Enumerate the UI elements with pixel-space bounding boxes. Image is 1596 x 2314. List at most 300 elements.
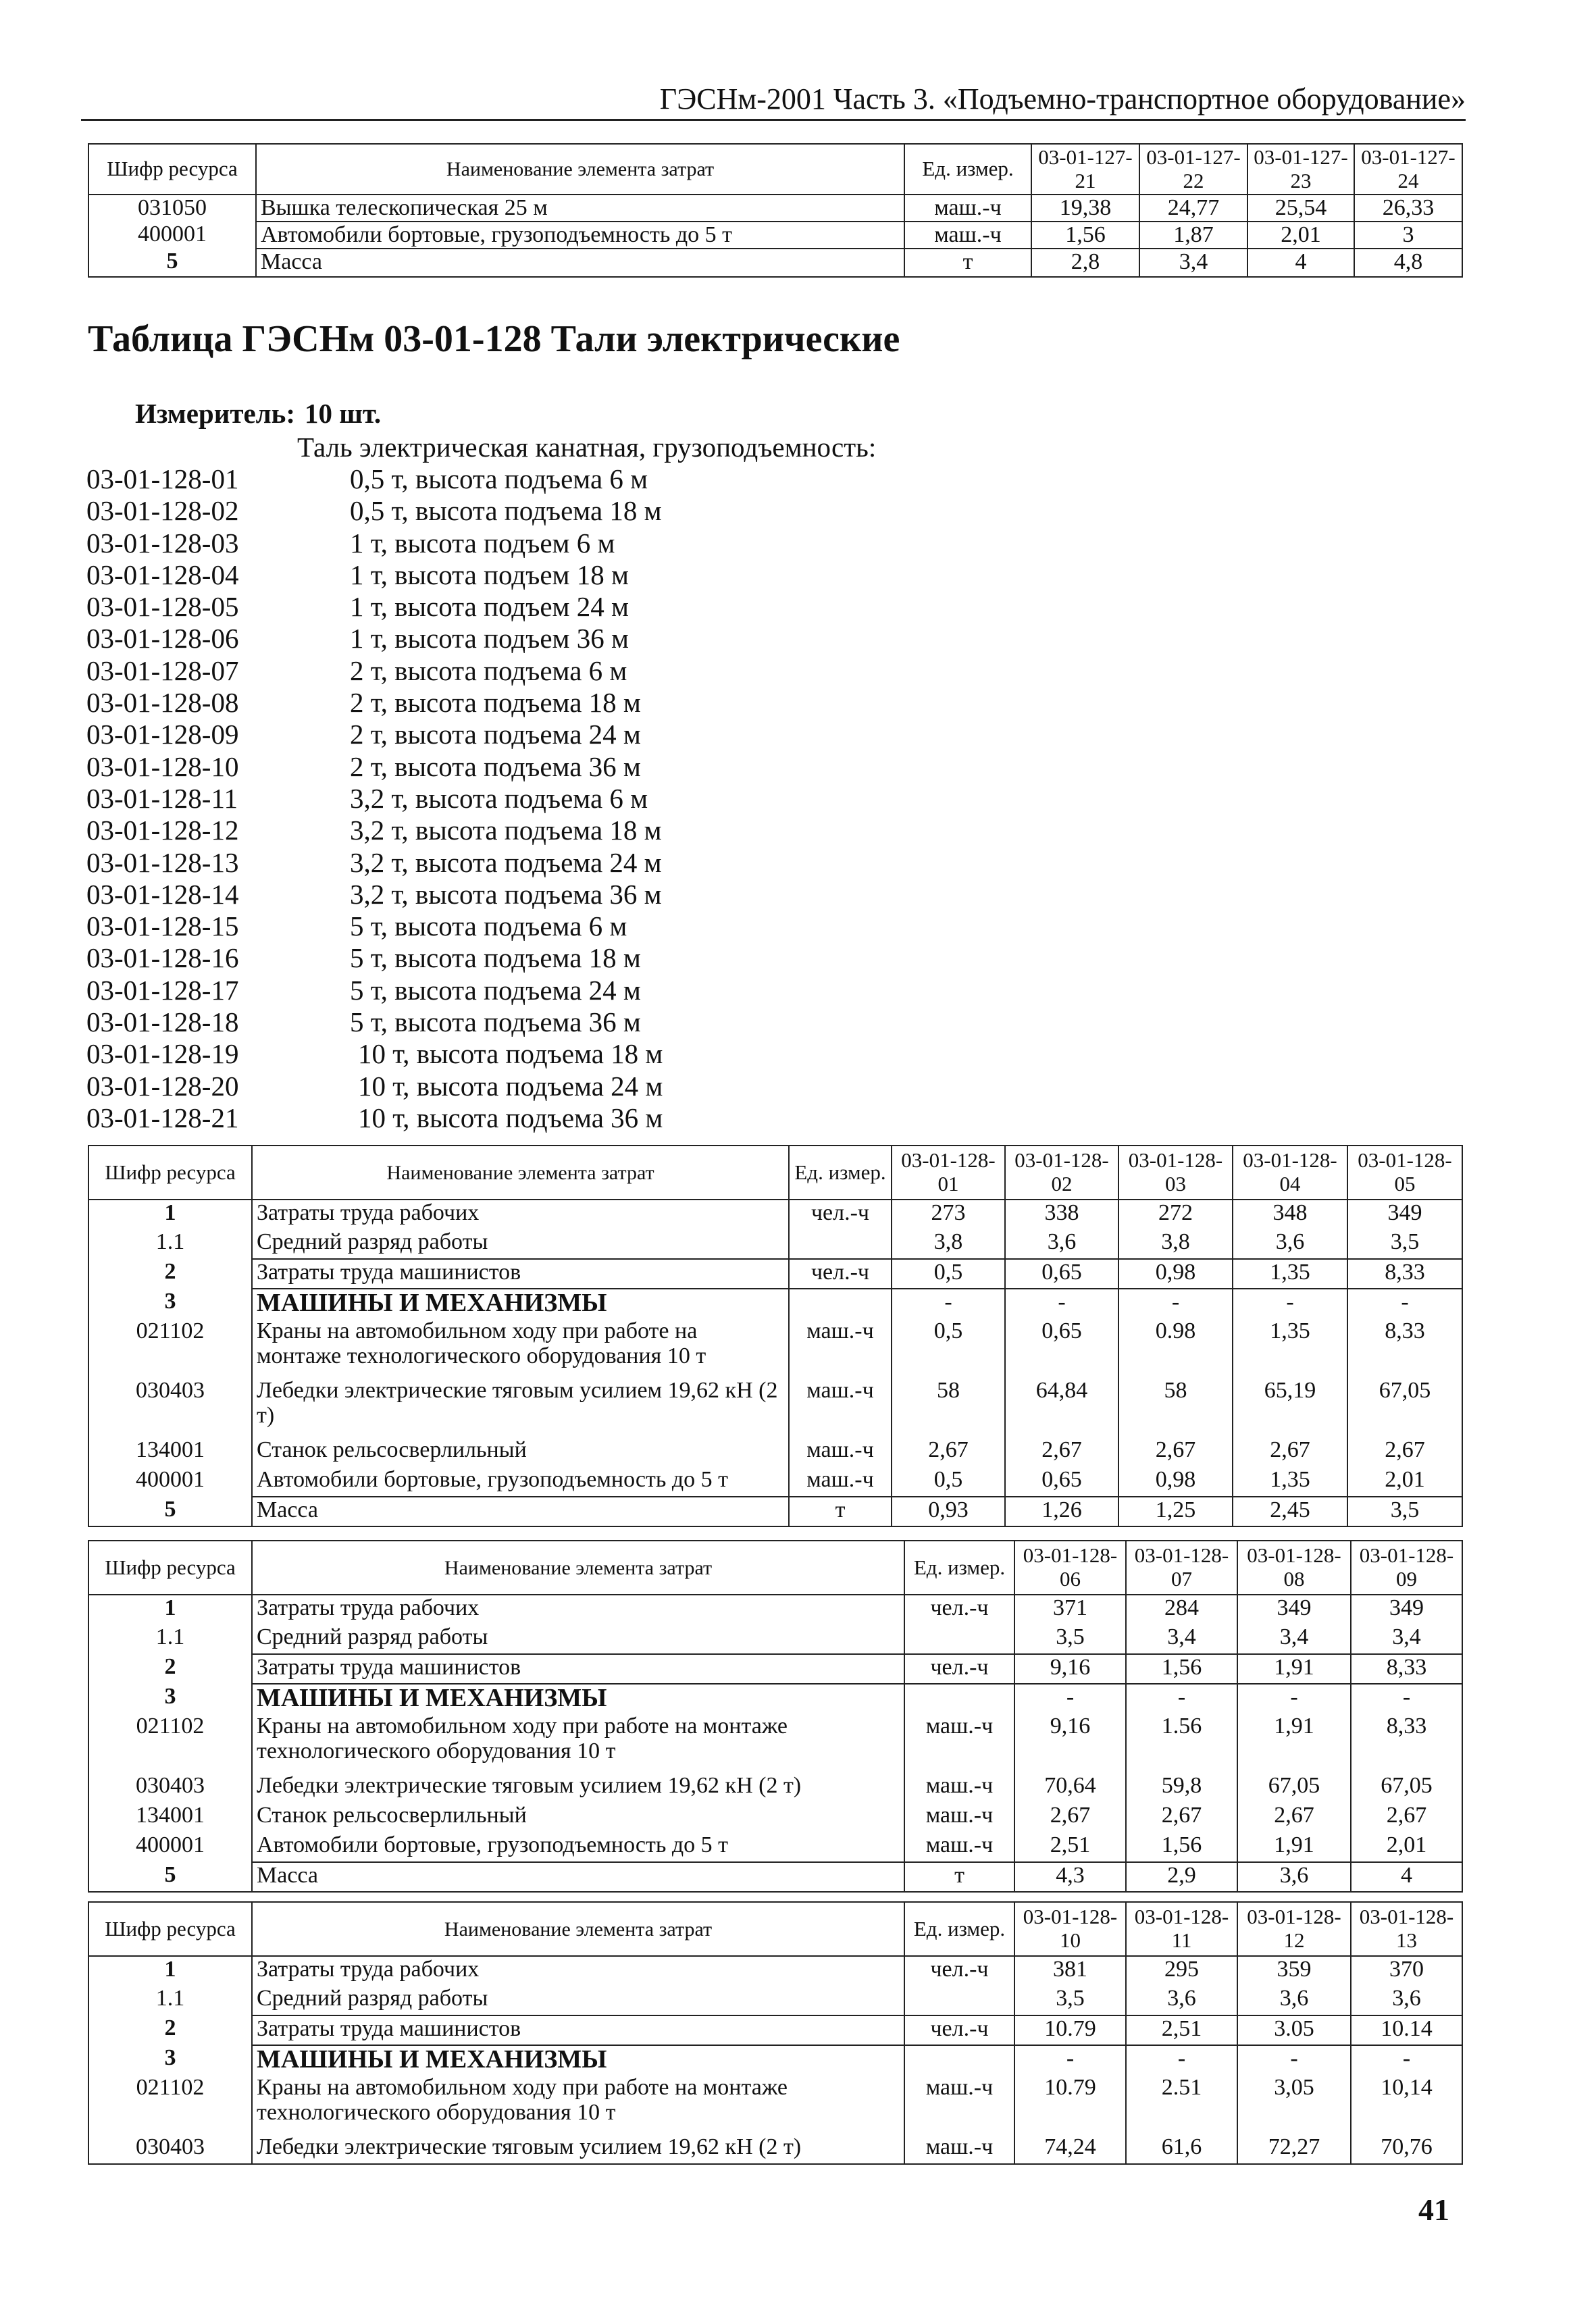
row-value: 10.79 (1014, 2075, 1126, 2134)
row-value: 9,16 (1014, 1714, 1126, 1773)
row-cipher: 1 (88, 1595, 252, 1624)
row-value: 9,16 (1014, 1654, 1126, 1684)
col-header-cipher: Шифр ресурса (88, 1541, 252, 1595)
row-unit: маш.-ч (904, 1803, 1014, 1832)
row-value: 4,8 (1354, 249, 1462, 277)
item-desc: 3,2 т, высота подъема 24 м (350, 846, 662, 878)
row-value: 70,76 (1351, 2134, 1462, 2164)
row-name: Масса (256, 249, 904, 277)
list-item (86, 815, 829, 846)
item-code: 03-01-128-06 (86, 623, 239, 654)
row-unit: маш.-ч (904, 1714, 1014, 1773)
list-item (86, 1006, 829, 1038)
row-value: - (892, 1289, 1005, 1318)
section-title: Таблица ГЭСНм 03-01-128 Тали электрические (88, 318, 900, 360)
row-unit: маш.-ч (789, 1378, 892, 1437)
list-item (86, 1038, 829, 1070)
table-row (88, 1200, 1462, 1229)
col-header-code: 03-01-128-11 (1126, 1902, 1237, 1956)
item-desc: 1 т, высота подъем 36 м (350, 623, 629, 654)
row-value: - (1347, 1289, 1462, 1318)
row-unit: чел.-ч (904, 1956, 1014, 1986)
row-value: 2,67 (1237, 1803, 1351, 1832)
item-code: 03-01-128-16 (86, 942, 239, 974)
list-item (86, 719, 829, 750)
row-cipher: 2 (88, 1654, 252, 1684)
table-row (88, 1714, 1462, 1773)
row-value: 2,67 (1118, 1437, 1233, 1467)
row-value: - (1233, 1289, 1347, 1318)
col-header-cipher: Шифр ресурса (88, 1146, 252, 1200)
row-value: - (1014, 2045, 1126, 2075)
row-unit: т (904, 1862, 1014, 1892)
col-header-code: 03-01-127-21 (1031, 144, 1139, 195)
table-row (88, 1437, 1462, 1467)
item-code: 03-01-128-02 (86, 495, 239, 527)
row-value: 58 (892, 1378, 1005, 1437)
table-row (88, 1986, 1462, 2015)
row-value: 348 (1233, 1200, 1347, 1229)
row-cipher: 5 (88, 1497, 252, 1526)
row-cipher: 021102 (88, 1714, 252, 1773)
row-unit: чел.-ч (904, 1595, 1014, 1624)
item-list (86, 463, 829, 1134)
table-row (88, 1497, 1462, 1526)
table-row (88, 249, 1462, 277)
row-value: 2,67 (1351, 1803, 1462, 1832)
page-header-title: ГЭСНм-2001 Часть 3. «Подъемно-транспортное оборудование» (659, 82, 1466, 115)
row-value: 0,98 (1118, 1467, 1233, 1497)
row-value: 10.79 (1014, 2015, 1126, 2045)
row-name: Лебедки электрические тяговым усилием 19,62 кН (2 т) (252, 1773, 904, 1803)
row-value: 3,8 (892, 1229, 1005, 1259)
row-unit: маш.-ч (789, 1467, 892, 1497)
col-header-unit: Ед. измер. (904, 1902, 1014, 1956)
row-cipher: 2 (88, 1259, 252, 1289)
row-unit: т (789, 1497, 892, 1526)
table-row (88, 1832, 1462, 1862)
row-name: Затраты труда машинистов (252, 1259, 789, 1289)
row-value: 1,91 (1237, 1654, 1351, 1684)
row-name: Средний разряд работы (252, 1986, 904, 2015)
row-unit: т (904, 249, 1031, 277)
row-value: - (1351, 1684, 1462, 1714)
row-unit (904, 1986, 1014, 2015)
row-unit (789, 1229, 892, 1259)
item-code: 03-01-128-14 (86, 878, 239, 910)
row-value: 58 (1118, 1378, 1233, 1437)
row-cipher: 1.1 (88, 1624, 252, 1654)
meter (135, 397, 381, 430)
col-header-code: 03-01-128-01 (892, 1146, 1005, 1200)
list-item (86, 1071, 829, 1102)
row-name: Лебедки электрические тяговым усилием 19,62 кН (2 т) (252, 1378, 789, 1437)
row-value: 2,67 (892, 1437, 1005, 1467)
row-unit: маш.-ч (904, 1832, 1014, 1862)
row-unit (904, 2045, 1014, 2075)
item-desc: 10 т, высота подъема 36 м (358, 1102, 663, 1133)
row-value: 3,5 (1347, 1497, 1462, 1526)
table-row (88, 1467, 1462, 1497)
row-value: - (1118, 1289, 1233, 1318)
row-value: 8,33 (1347, 1259, 1462, 1289)
resource-table-127 (88, 143, 1463, 278)
col-header-code: 03-01-128-12 (1237, 1902, 1351, 1956)
row-cipher: 021102 (88, 1318, 252, 1378)
row-value: 1,56 (1031, 222, 1139, 249)
row-value: 3,4 (1139, 249, 1247, 277)
col-header-name: Наименование элемента затрат (256, 144, 904, 195)
row-name: Станок рельсосверлильный (252, 1803, 904, 1832)
item-code: 03-01-128-21 (86, 1102, 239, 1133)
list-item (86, 591, 829, 623)
row-value: 0.98 (1118, 1318, 1233, 1378)
table-row (88, 2075, 1462, 2134)
row-value: 3,6 (1237, 1986, 1351, 2015)
row-value: - (1237, 2045, 1351, 2075)
item-desc: 0,5 т, высота подъема 6 м (350, 463, 648, 494)
row-value: 1,25 (1118, 1497, 1233, 1526)
col-header-unit: Ед. измер. (904, 144, 1031, 195)
row-unit (789, 1289, 892, 1318)
row-unit (904, 1684, 1014, 1714)
row-unit: маш.-ч (904, 195, 1031, 222)
row-value: 1,56 (1126, 1832, 1237, 1862)
page-number: 41 (1418, 2192, 1449, 2227)
item-code: 03-01-128-13 (86, 846, 239, 878)
table-row (88, 1956, 1462, 1986)
row-value: 3,5 (1014, 1986, 1126, 2015)
item-code: 03-01-128-19 (86, 1038, 239, 1070)
row-unit: маш.-ч (904, 2134, 1014, 2164)
item-desc: 0,5 т, высота подъема 18 м (350, 495, 662, 527)
row-value: 8,33 (1351, 1654, 1462, 1684)
col-header-cipher: Шифр ресурса (88, 1902, 252, 1956)
table-row (88, 1654, 1462, 1684)
row-value: 3,5 (1347, 1229, 1462, 1259)
row-value: 0,5 (892, 1467, 1005, 1497)
row-value: 381 (1014, 1956, 1126, 1986)
item-code: 03-01-128-20 (86, 1070, 239, 1102)
row-value: 4 (1247, 249, 1354, 277)
row-value: 2,67 (1005, 1437, 1118, 1467)
table-row (88, 1595, 1462, 1624)
meter-value: 10 шт. (305, 398, 382, 429)
row-cipher: 400001 (88, 222, 256, 249)
table-row (88, 2134, 1462, 2164)
row-value: 2,67 (1347, 1437, 1462, 1467)
row-value: 3.05 (1237, 2015, 1351, 2045)
row-value: 74,24 (1014, 2134, 1126, 2164)
col-header-name: Наименование элемента затрат (252, 1146, 789, 1200)
row-name: Затраты труда машинистов (252, 2015, 904, 2045)
row-value: - (1126, 1684, 1237, 1714)
col-header-code: 03-01-128-02 (1005, 1146, 1118, 1200)
row-value: 0,65 (1005, 1318, 1118, 1378)
row-cipher: 030403 (88, 1378, 252, 1437)
row-value: 3,6 (1005, 1229, 1118, 1259)
row-unit: чел.-ч (789, 1200, 892, 1229)
item-desc: 10 т, высота подъема 18 м (358, 1038, 663, 1070)
row-value: - (1351, 2045, 1462, 2075)
row-value: 67,05 (1237, 1773, 1351, 1803)
row-value: 2,01 (1351, 1832, 1462, 1862)
section-intro: Таль электрическая канатная, грузоподъемность: (297, 432, 877, 463)
row-name: Краны на автомобильном ходу при работе на монтаже технологического оборудования 10 т (252, 2075, 904, 2134)
resource-table-128-c (88, 1901, 1463, 2165)
row-value: 10.14 (1351, 2015, 1462, 2045)
list-item (86, 847, 829, 879)
row-name: Затраты труда рабочих (252, 1956, 904, 1986)
item-code: 03-01-128-05 (86, 591, 239, 623)
row-unit (904, 1624, 1014, 1654)
item-code: 03-01-128-09 (86, 719, 239, 750)
row-name: Средний разряд работы (252, 1229, 789, 1259)
row-cipher: 5 (88, 249, 256, 277)
row-value: 2,51 (1014, 1832, 1126, 1862)
row-cipher: 3 (88, 1684, 252, 1714)
row-name: Краны на автомобильном ходу при работе на монтаже технологического оборудования 10 т (252, 1714, 904, 1773)
row-value: 2,51 (1126, 2015, 1237, 2045)
list-item (86, 879, 829, 910)
row-value: 67,05 (1351, 1773, 1462, 1803)
row-name: Масса (252, 1862, 904, 1892)
row-name: Автомобили бортовые, грузоподъемность до 5 т (252, 1832, 904, 1862)
row-unit: маш.-ч (789, 1318, 892, 1378)
row-name: Средний разряд работы (252, 1624, 904, 1654)
row-value: 1,91 (1237, 1714, 1351, 1773)
item-code: 03-01-128-01 (86, 463, 239, 494)
row-name: Автомобили бортовые, грузоподъемность до 5 т (256, 222, 904, 249)
col-header-code: 03-01-128-06 (1014, 1541, 1126, 1595)
item-desc: 2 т, высота подъема 24 м (350, 719, 641, 750)
item-desc: 1 т, высота подъем 24 м (350, 591, 629, 623)
col-header-code: 03-01-128-03 (1118, 1146, 1233, 1200)
row-value: 0,5 (892, 1259, 1005, 1289)
row-value: 3 (1354, 222, 1462, 249)
row-value: 61,6 (1126, 2134, 1237, 2164)
row-value: 2,67 (1233, 1437, 1347, 1467)
row-value: 3,6 (1233, 1229, 1347, 1259)
row-name: МАШИНЫ И МЕХАНИЗМЫ (252, 1289, 789, 1318)
row-value: - (1005, 1289, 1118, 1318)
row-value: 1,35 (1233, 1259, 1347, 1289)
col-header-cipher: Шифр ресурса (88, 144, 256, 195)
item-desc: 3,2 т, высота подъема 36 м (350, 878, 662, 910)
row-value: 0,98 (1118, 1259, 1233, 1289)
item-desc: 5 т, высота подъема 6 м (350, 910, 627, 942)
item-desc: 2 т, высота подъема 18 м (350, 687, 641, 719)
row-cipher: 400001 (88, 1832, 252, 1862)
table-row (88, 1378, 1462, 1437)
item-desc: 1 т, высота подъем 6 м (350, 527, 615, 559)
col-header-code: 03-01-128-05 (1347, 1146, 1462, 1200)
row-name: Затраты труда рабочих (252, 1595, 904, 1624)
row-unit: чел.-ч (904, 2015, 1014, 2045)
item-desc: 2 т, высота подъема 36 м (350, 750, 641, 782)
item-desc: 3,2 т, высота подъема 18 м (350, 815, 662, 846)
item-code: 03-01-128-18 (86, 1006, 239, 1038)
col-header-name: Наименование элемента затрат (252, 1902, 904, 1956)
row-value: 273 (892, 1200, 1005, 1229)
row-name: МАШИНЫ И МЕХАНИЗМЫ (252, 2045, 904, 2075)
col-header-unit: Ед. измер. (904, 1541, 1014, 1595)
row-value: 0,65 (1005, 1259, 1118, 1289)
row-value: 10,14 (1351, 2075, 1462, 2134)
row-cipher: 030403 (88, 2134, 252, 2164)
col-header-code: 03-01-128-04 (1233, 1146, 1347, 1200)
col-header-code: 03-01-128-10 (1014, 1902, 1126, 1956)
item-code: 03-01-128-10 (86, 750, 239, 782)
page-header (81, 80, 1466, 121)
row-unit: маш.-ч (904, 1773, 1014, 1803)
row-value: 2,9 (1126, 1862, 1237, 1892)
table-header-row (88, 144, 1462, 195)
item-code: 03-01-128-17 (86, 974, 239, 1006)
item-desc: 5 т, высота подъема 18 м (350, 942, 641, 974)
row-value: 3,4 (1351, 1624, 1462, 1654)
row-name: Масса (252, 1497, 789, 1526)
row-value: 8,33 (1351, 1714, 1462, 1773)
table-row (88, 1684, 1462, 1714)
row-cipher: 021102 (88, 2075, 252, 2134)
row-value: 64,84 (1005, 1378, 1118, 1437)
row-name: Станок рельсосверлильный (252, 1437, 789, 1467)
col-header-unit: Ед. измер. (789, 1146, 892, 1200)
row-value: 3,6 (1351, 1986, 1462, 2015)
row-value: 338 (1005, 1200, 1118, 1229)
item-code: 03-01-128-15 (86, 910, 239, 942)
row-value: 8,33 (1347, 1318, 1462, 1378)
table-row (88, 1862, 1462, 1892)
list-item (86, 1102, 829, 1134)
row-value: 1,87 (1139, 222, 1247, 249)
row-cipher: 134001 (88, 1437, 252, 1467)
row-cipher: 1 (88, 1956, 252, 1986)
row-name: МАШИНЫ И МЕХАНИЗМЫ (252, 1684, 904, 1714)
row-unit: маш.-ч (789, 1437, 892, 1467)
row-value: 2,01 (1347, 1467, 1462, 1497)
row-value: 1,91 (1237, 1832, 1351, 1862)
row-value: 3,6 (1237, 1862, 1351, 1892)
col-header-code: 03-01-128-08 (1237, 1541, 1351, 1595)
meter-label: Измеритель: (135, 398, 296, 429)
resource-table-128-a (88, 1145, 1463, 1527)
col-header-name: Наименование элемента затрат (252, 1541, 904, 1595)
row-value: - (1126, 2045, 1237, 2075)
row-value: 295 (1126, 1956, 1237, 1986)
row-cipher: 134001 (88, 1803, 252, 1832)
item-code: 03-01-128-08 (86, 687, 239, 719)
row-name: Автомобили бортовые, грузоподъемность до 5 т (252, 1467, 789, 1497)
row-name: Затраты труда машинистов (252, 1654, 904, 1684)
row-value: 3,4 (1126, 1624, 1237, 1654)
item-desc: 10 т, высота подъема 24 м (358, 1070, 663, 1102)
item-code: 03-01-128-07 (86, 654, 239, 686)
row-value: 2,67 (1126, 1803, 1237, 1832)
row-value: 65,19 (1233, 1378, 1347, 1437)
item-desc: 5 т, высота подъема 36 м (350, 1006, 641, 1038)
col-header-code: 03-01-127-23 (1247, 144, 1354, 195)
list-item (86, 528, 829, 559)
row-cipher: 1.1 (88, 1229, 252, 1259)
row-unit: маш.-ч (904, 2075, 1014, 2134)
list-item (86, 942, 829, 974)
table-header-row (88, 1146, 1462, 1200)
row-value: - (1237, 1684, 1351, 1714)
row-cipher: 3 (88, 2045, 252, 2075)
row-value: 349 (1351, 1595, 1462, 1624)
row-value: 3,5 (1014, 1624, 1126, 1654)
row-value: 26,33 (1354, 195, 1462, 222)
row-cipher: 5 (88, 1862, 252, 1892)
row-name: Лебедки электрические тяговым усилием 19,62 кН (2 т) (252, 2134, 904, 2164)
col-header-code: 03-01-128-09 (1351, 1541, 1462, 1595)
col-header-code: 03-01-127-22 (1139, 144, 1247, 195)
col-header-code: 03-01-127-24 (1354, 144, 1462, 195)
row-value: 370 (1351, 1956, 1462, 1986)
list-item (86, 687, 829, 719)
table-row (88, 195, 1462, 222)
table-row (88, 1773, 1462, 1803)
row-value: 0,5 (892, 1318, 1005, 1378)
row-value: 1,26 (1005, 1497, 1118, 1526)
row-value: 24,77 (1139, 195, 1247, 222)
row-value: 1,35 (1233, 1318, 1347, 1378)
row-value: 3,4 (1237, 1624, 1351, 1654)
row-value: 2,8 (1031, 249, 1139, 277)
list-item (86, 559, 829, 591)
row-value: 67,05 (1347, 1378, 1462, 1437)
row-value: 59,8 (1126, 1773, 1237, 1803)
table-row (88, 1289, 1462, 1318)
list-item (86, 910, 829, 942)
row-cipher: 1.1 (88, 1986, 252, 2015)
table-row (88, 1803, 1462, 1832)
row-value: 4 (1351, 1862, 1462, 1892)
row-value: - (1014, 1684, 1126, 1714)
table-row (88, 1229, 1462, 1259)
table-header-row (88, 1541, 1462, 1595)
table-row (88, 2045, 1462, 2075)
list-item (86, 495, 829, 527)
item-desc: 1 т, высота подъем 18 м (350, 559, 629, 590)
row-value: 3,6 (1126, 1986, 1237, 2015)
row-value: 272 (1118, 1200, 1233, 1229)
list-item (86, 751, 829, 783)
row-value: 72,27 (1237, 2134, 1351, 2164)
row-value: 1.56 (1126, 1714, 1237, 1773)
row-value: 284 (1126, 1595, 1237, 1624)
table-row (88, 2015, 1462, 2045)
row-value: 2,01 (1247, 222, 1354, 249)
list-item (86, 623, 829, 654)
row-unit: маш.-ч (904, 222, 1031, 249)
table-header-row (88, 1902, 1462, 1956)
row-unit: чел.-ч (789, 1259, 892, 1289)
row-value: 2,67 (1014, 1803, 1126, 1832)
row-cipher: 030403 (88, 1773, 252, 1803)
list-item (86, 783, 829, 815)
row-name: Затраты труда рабочих (252, 1200, 789, 1229)
row-cipher: 2 (88, 2015, 252, 2045)
list-item (86, 463, 829, 495)
row-cipher: 3 (88, 1289, 252, 1318)
row-value: 19,38 (1031, 195, 1139, 222)
col-header-code: 03-01-128-07 (1126, 1541, 1237, 1595)
item-code: 03-01-128-11 (86, 782, 238, 814)
row-name: Вышка телескопическая 25 м (256, 195, 904, 222)
